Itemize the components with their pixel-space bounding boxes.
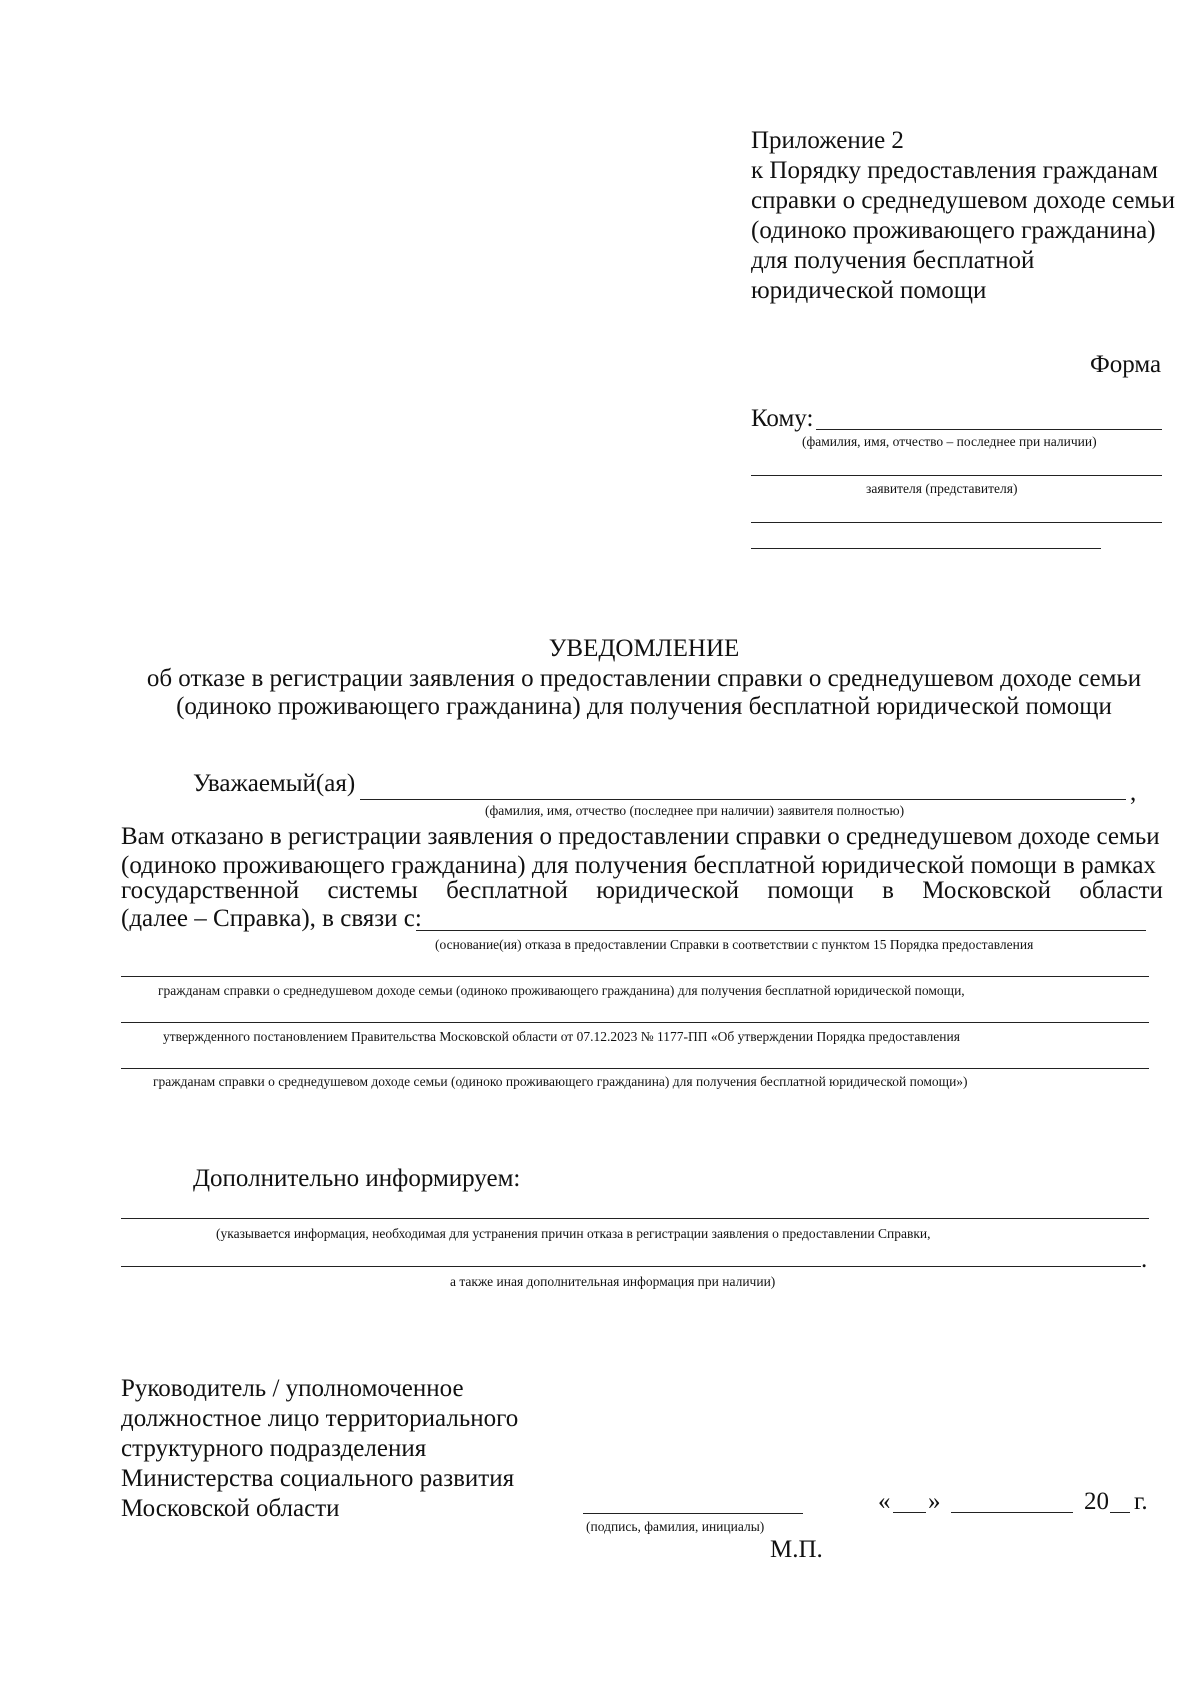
reason-field-2[interactable] <box>121 976 1149 977</box>
reason-hint-4: гражданам справки о среднедушевом доходе семьи (одиноко проживающего гражданина) для получения бесплатной юридической помощи») <box>153 1074 968 1089</box>
signature-hint: (подпись, фамилия, инициалы) <box>586 1519 765 1534</box>
recipient-label: Кому: <box>751 405 814 432</box>
signatory-position <box>121 1374 518 1524</box>
notice-subtitle-1: об отказе в регистрации заявления о предоставлении справки о среднедушевом доходе семьи <box>146 665 1142 692</box>
recipient-fio-hint: (фамилия, имя, отчество – последнее при наличии) <box>802 434 1097 449</box>
notice-subtitle-2: (одиноко проживающего гражданина) для получения бесплатной юридической помощи <box>176 693 1112 720</box>
body-word: области <box>1079 877 1163 904</box>
body-word: бесплатной <box>446 877 568 904</box>
salutation-hint: (фамилия, имя, отчество (последнее при наличии) заявителя полностью) <box>485 803 905 818</box>
appendix-line: юридической помощи <box>751 277 987 304</box>
recipient-name-field[interactable] <box>816 429 1162 430</box>
additional-field-1[interactable] <box>121 1218 1149 1219</box>
reason-hint-1: (основание(ия) отказа в предоставлении Справки в соответствии с пунктом 15 Порядка предоставления <box>435 937 1034 952</box>
signature-field[interactable] <box>583 1513 803 1514</box>
body-line-1: Вам отказано в регистрации заявления о предоставлении справки о среднедушевом доходе семьи <box>121 823 1160 850</box>
body-line-4: (далее – Справка), в связи с: <box>121 905 422 932</box>
appendix-line: справки о среднедушевом доходе семьи <box>751 187 1176 214</box>
body-word: в <box>882 877 894 904</box>
form-label: Форма <box>1090 351 1162 378</box>
stamp-label: М.П. <box>770 1536 823 1563</box>
additional-hint-2: а также иная дополнительная информация при наличии) <box>450 1274 776 1289</box>
recipient-line-4[interactable] <box>751 548 1101 549</box>
recipient-line-2[interactable] <box>751 475 1162 476</box>
salutation-label: Уважаемый(ая) <box>193 770 356 797</box>
applicant-name-field[interactable] <box>360 799 1126 800</box>
position-line: Руководитель / уполномоченное <box>121 1375 464 1402</box>
body-word: помощи <box>767 877 854 904</box>
notice-title: УВЕДОМЛЕНИЕ <box>548 635 740 662</box>
body-word: Московской <box>922 877 1051 904</box>
body-word: системы <box>327 877 418 904</box>
appendix-line: (одиноко проживающего гражданина) <box>751 217 1156 244</box>
date-year-suffix: г. <box>1134 1488 1148 1515</box>
additional-field-2[interactable] <box>121 1266 1141 1267</box>
reason-field-4[interactable] <box>121 1068 1149 1069</box>
body-word: государственной <box>121 877 300 904</box>
date-quote-close: » <box>928 1488 941 1515</box>
salutation-comma: , <box>1130 779 1137 806</box>
body-line-3 <box>121 876 1163 906</box>
reason-field-3[interactable] <box>121 1022 1149 1023</box>
position-line: Министерства социального развития <box>121 1465 515 1492</box>
appendix-line: для получения бесплатной <box>751 247 1035 274</box>
date-quote-open: « <box>878 1488 891 1515</box>
additional-period: . <box>1141 1246 1148 1273</box>
date-day-field[interactable] <box>893 1512 926 1513</box>
date-year-field[interactable] <box>1110 1512 1130 1513</box>
position-line: должностное лицо территориального <box>121 1405 519 1432</box>
position-line: структурного подразделения <box>121 1435 427 1462</box>
appendix-line: Приложение 2 <box>751 127 904 154</box>
body-word: юридической <box>596 877 739 904</box>
body-line-2: (одиноко проживающего гражданина) для получения бесплатной юридической помощи в рамках <box>121 852 1156 879</box>
appendix-line: к Порядку предоставления гражданам <box>751 157 1158 184</box>
reason-hint-3: утвержденного постановлением Правительства Московской области от 07.12.2023 № 1177-ПП «Об утверждении Порядка предоставления <box>163 1029 960 1044</box>
date-year-prefix: 20 <box>1084 1488 1109 1515</box>
reason-field-1[interactable] <box>416 930 1146 931</box>
reason-hint-2: гражданам справки о среднедушевом доходе семьи (одиноко проживающего гражданина) для получения бесплатной юридической помощи, <box>158 983 965 998</box>
recipient-applicant-hint: заявителя (представителя) <box>866 481 1018 496</box>
additional-label: Дополнительно информируем: <box>193 1165 521 1192</box>
recipient-line-3[interactable] <box>751 522 1162 523</box>
additional-hint-1: (указывается информация, необходимая для устранения причин отказа в регистрации заявления о предоставлении Справки, <box>216 1226 931 1241</box>
appendix-block <box>751 126 1175 306</box>
position-line: Московской области <box>121 1495 340 1522</box>
date-month-field[interactable] <box>951 1512 1073 1513</box>
